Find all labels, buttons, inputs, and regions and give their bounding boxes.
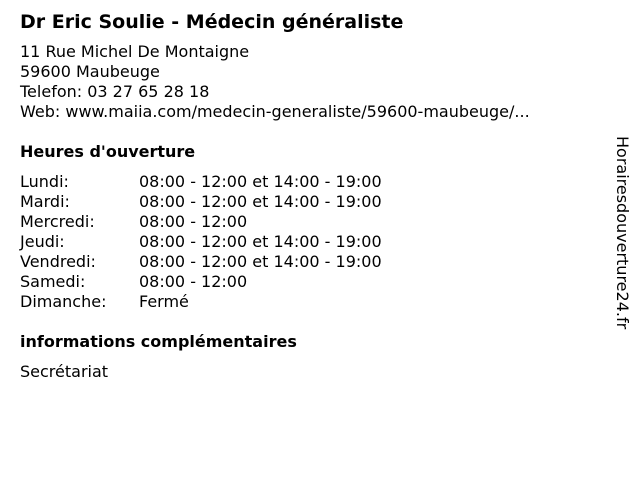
- website-link[interactable]: Web: www.maiia.com/medecin-generaliste/59600-maubeuge/...: [20, 102, 530, 121]
- day-label: Mardi:: [20, 192, 70, 211]
- opening-hours-heading: Heures d'ouverture: [20, 142, 196, 161]
- time-value: 08:00 - 12:00 et 14:00 - 19:00: [139, 172, 382, 191]
- hours-row-tuesday: [20, 192, 610, 212]
- time-value: 08:00 - 12:00 et 14:00 - 19:00: [139, 232, 382, 251]
- time-value: 08:00 - 12:00: [139, 212, 248, 231]
- street-address: 11 Rue Michel De Montaigne: [20, 42, 250, 61]
- opening-hours-table: [20, 172, 610, 312]
- time-value: 08:00 - 12:00 et 14:00 - 19:00: [139, 192, 382, 211]
- hours-row-saturday: [20, 272, 610, 292]
- day-label: Vendredi:: [20, 252, 96, 271]
- hours-row-monday: [20, 172, 610, 192]
- watermark-text: Horairesdouverture24.fr: [613, 136, 632, 330]
- time-value: 08:00 - 12:00 et 14:00 - 19:00: [139, 252, 382, 271]
- additional-info-text: Secrétariat: [20, 362, 109, 381]
- time-value: Fermé: [139, 292, 189, 311]
- day-label: Mercredi:: [20, 212, 95, 231]
- additional-info-heading: informations complémentaires: [20, 332, 297, 351]
- day-label: Jeudi:: [20, 232, 65, 251]
- business-card: [20, 8, 610, 382]
- city-address: 59600 Maubeuge: [20, 62, 160, 81]
- hours-row-friday: [20, 252, 610, 272]
- hours-row-sunday: [20, 292, 610, 312]
- page-title: Dr Eric Soulie - Médecin généraliste: [20, 11, 404, 33]
- hours-row-wednesday: [20, 212, 610, 232]
- day-label: Samedi:: [20, 272, 86, 291]
- address-block: [20, 42, 610, 122]
- day-label: Lundi:: [20, 172, 69, 191]
- phone-number[interactable]: Telefon: 03 27 65 28 18: [20, 82, 210, 101]
- hours-row-thursday: [20, 232, 610, 252]
- time-value: 08:00 - 12:00: [139, 272, 248, 291]
- day-label: Dimanche:: [20, 292, 107, 311]
